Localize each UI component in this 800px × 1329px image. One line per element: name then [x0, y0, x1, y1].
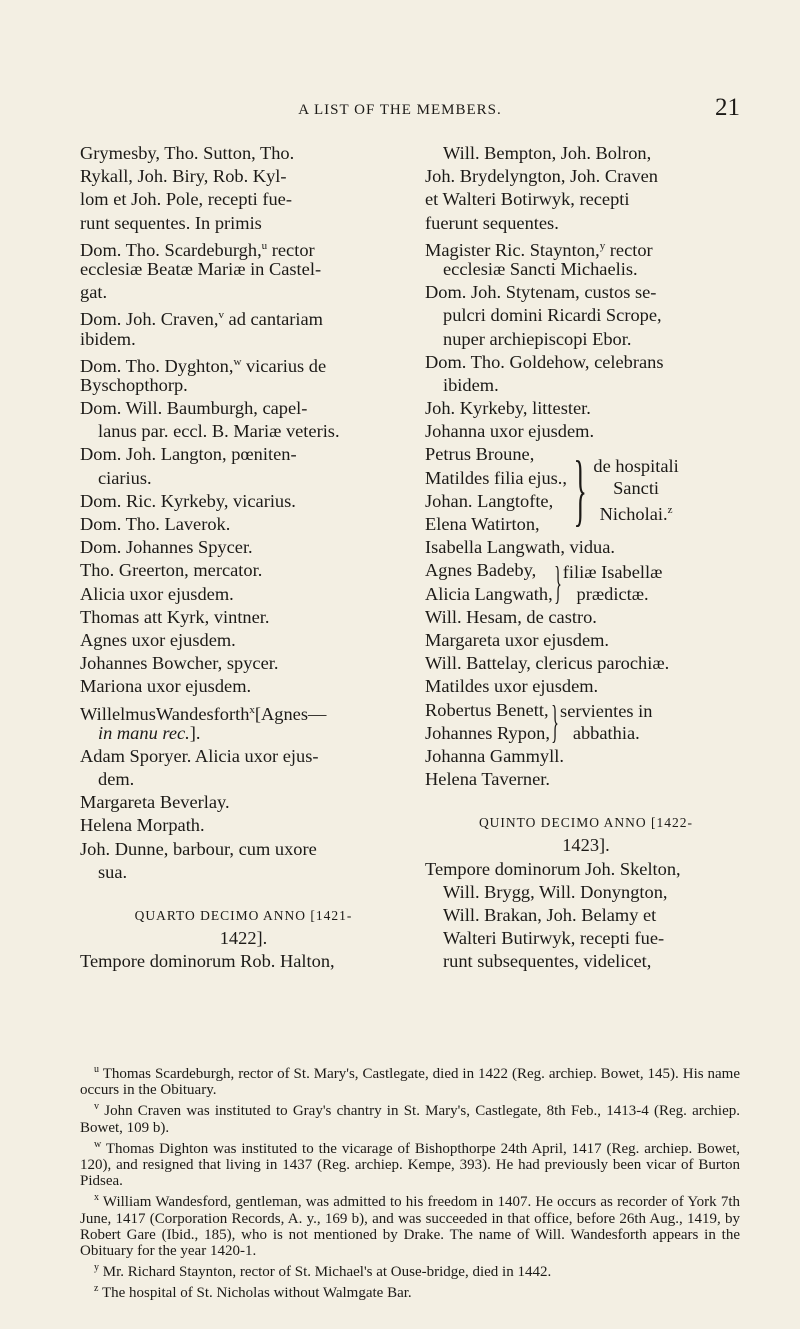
text-line: Dom. Joh. Stytenam, custos se- [425, 282, 657, 303]
text-line: Will. Brygg, Will. Donyngton, [443, 881, 668, 902]
footnote-ref[interactable]: y [599, 239, 606, 252]
text-line: Magister Ric. Staynton,$^y$ rector [425, 239, 653, 260]
text-line: Isabella Langwath, vidua. [425, 537, 615, 558]
section-heading-years: 1422]. [219, 928, 268, 949]
text-line: Agnes uxor ejusdem. [80, 629, 236, 650]
footnote-ref[interactable]: x [249, 703, 255, 716]
footnote-ref[interactable]: u [261, 239, 268, 252]
footnote-ref[interactable]: w [233, 355, 242, 368]
footnote: $^x$ William Wandesford, gentleman, was admitted to his freedom in 1407. He occurs as recorder of York 7th June, 1417 (Corporation Records, A. y., 169 b), and was succeeded in that office, before 26th Aug., 1419, by Robert Gare (Ibid., 185), who is not mentioned by Drake. The name of Will. Wandesforth appears in the Obituary for the year 1420-1. [80, 1192, 740, 1260]
running-title: A LIST OF THE MEMBERS. [298, 102, 502, 118]
text-line: Dom. Joh. Langton, pœniten- [80, 444, 297, 465]
text-line: Will. Hesam, de castro. [425, 606, 597, 627]
text-line: WillelmusWandesforth$^x$[Agnes— [80, 703, 327, 724]
text-line: Johannes Bowcher, spycer. [80, 653, 279, 674]
group-label: servientes in abbathia. [560, 700, 653, 743]
right-column [425, 142, 747, 974]
text-line: Margareta Beverlay. [80, 792, 230, 813]
text-line: Adam Sporyer. Alicia uxor ejus- [80, 745, 319, 766]
text-line: Dom. Johannes Spycer. [80, 537, 253, 558]
footnote: $^v$ John Craven was instituted to Gray's chantry in St. Mary's, Castlegate, 8th Feb., 1413-4 (Reg. archiep. Bowet, 109 b). [80, 1101, 741, 1136]
text-line: ecclesiæ Sancti Michaelis. [443, 258, 638, 279]
text-line: dem. [98, 769, 135, 790]
footnote-mark: v [94, 1101, 99, 1113]
filiae-group [425, 556, 747, 608]
text-line: Tempore dominorum Joh. Skelton, [425, 858, 681, 879]
text-line: Will. Battelay, clericus parochiæ. [425, 653, 670, 674]
brace-icon: } [553, 556, 562, 608]
text-line: Dom. Tho. Dyghton,$^w$ vicarius de [80, 355, 327, 376]
group-label: de hospitali Sancti Nicholai.$^z$ [593, 455, 679, 524]
text-line: Byschopthorp. [80, 374, 188, 395]
text-line: nuper archiepiscopi Ebor. [443, 328, 632, 349]
text-line: Dom. Joh. Craven,$^v$ ad cantariam [80, 309, 323, 330]
text-line: Alicia uxor ejusdem. [80, 583, 234, 604]
text-line: Helena Taverner. [425, 769, 550, 790]
text-line: Dom. Will. Baumburgh, capel- [80, 398, 308, 419]
text-line: ecclesiæ Beatæ Mariæ in Castel- [80, 258, 322, 279]
text-line: Dom. Tho. Laverok. [80, 514, 231, 534]
brace-icon: } [551, 695, 559, 747]
page-number: 21 [715, 94, 740, 121]
text-line: sua. [98, 861, 128, 882]
hospital-group [425, 443, 747, 536]
text-line: Will. Bempton, Joh. Bolron, [443, 143, 652, 163]
text-line: Tempore dominorum Rob. Halton, [80, 951, 335, 972]
text-line: in manu rec.]. [98, 722, 201, 743]
footnote: $^w$ Thomas Dighton was instituted to the vicarage of Bishopthorpe 24th April, 1417 (Reg. archiep. Bowet, 120), and resigned that living in 1437 (Reg. archiep. Kempe, 393). He had previously been vicar of Burton Pidsea. [80, 1138, 740, 1190]
text-line: Rykall, Joh. Biry, Rob. Kyl- [80, 166, 287, 187]
brace-icon: } [573, 445, 587, 534]
text-line: Will. Brakan, Joh. Belamy et [443, 905, 657, 926]
text-line: lanus par. eccl. B. Mariæ veteris. [98, 421, 340, 442]
text-line: runt sequentes. In primis [80, 212, 262, 233]
text-line: Joh. Brydelyngton, Joh. Craven [425, 166, 658, 187]
text-line: ciarius. [98, 467, 152, 488]
footnote-mark: u [94, 1064, 99, 1075]
text-line: ibidem. [443, 374, 499, 395]
footnote-ref[interactable]: v [218, 309, 224, 322]
footnote: $^y$ Mr. Richard Staynton, rector of St. Michael's at Ouse-bridge, died in 1442. [94, 1262, 552, 1281]
section-heading: QUINTO DECIMO ANNO [1422- [478, 815, 694, 831]
text-line: Joh. Dunne, barbour, cum uxore [80, 838, 317, 859]
text-line: Tho. Greerton, mercator. [80, 560, 263, 581]
text-line: Helena Morpath. [80, 815, 205, 836]
text-line: Mariona uxor ejusdem. [80, 676, 252, 697]
text-line: Margareta uxor ejusdem. [425, 629, 610, 650]
text-line: Dom. Tho. Scardeburgh,$^u$ rector [80, 239, 315, 260]
text-line: runt subsequentes, videlicet, [443, 951, 652, 972]
footnote-ref[interactable]: z [667, 503, 673, 516]
text-line: Walteri Butirwyk, recepti fue- [443, 928, 665, 949]
text-line: ibidem. [80, 328, 136, 349]
footnote: $^u$ Thomas Scardeburgh, rector of St. Mary's, Castlegate, died in 1422 (Reg. archiep. Bowet, 145). His name occurs in the Obituary. [80, 1064, 741, 1099]
group-names: Petrus Broune, Matildes filia ejus., Johan. Langtofte, Elena Watirton, [425, 444, 567, 534]
running-head [60, 94, 740, 124]
section-heading: QUARTO DECIMO ANNO [1421- [134, 908, 353, 923]
text-line: lom et Joh. Pole, recepti fue- [80, 189, 292, 210]
text-line: Thomas att Kyrk, vintner. [80, 606, 270, 627]
text-line: Johanna Gammyll. [425, 745, 564, 766]
group-label: filiæ Isabellæ prædictæ. [562, 561, 663, 604]
text-line: Joh. Kyrkeby, littester. [425, 398, 591, 419]
servientes-group [425, 695, 747, 747]
text-line: Dom. Ric. Kyrkeby, vicarius. [80, 490, 296, 511]
footnotes [80, 1062, 740, 1303]
section-heading-years: 1423]. [562, 835, 610, 856]
group-names: Agnes Badeby, Alicia Langwath, [425, 560, 553, 604]
footnote-mark: y [94, 1262, 99, 1274]
text-line: Dom. Tho. Goldehow, celebrans [425, 351, 664, 372]
text-line: et Walteri Botirwyk, recepti [425, 189, 630, 210]
text-line: pulcri domini Ricardi Scrope, [443, 305, 662, 326]
footnote-mark: x [94, 1192, 99, 1204]
footnote-mark: z [94, 1283, 99, 1295]
group-names: Robertus Benett, Johannes Rypon, [425, 699, 550, 743]
footnote: $^z$ The hospital of St. Nicholas without Walmgate Bar. [94, 1283, 412, 1302]
footnote-mark: w [94, 1138, 102, 1150]
text-line: Grymesby, Tho. Sutton, Tho. [80, 143, 295, 163]
left-column [80, 142, 407, 974]
text-line: fuerunt sequentes. [425, 212, 559, 233]
text-line: Johanna uxor ejusdem. [425, 421, 595, 442]
text-line: gat. [80, 282, 108, 303]
text-line: Matildes uxor ejusdem. [425, 676, 599, 697]
